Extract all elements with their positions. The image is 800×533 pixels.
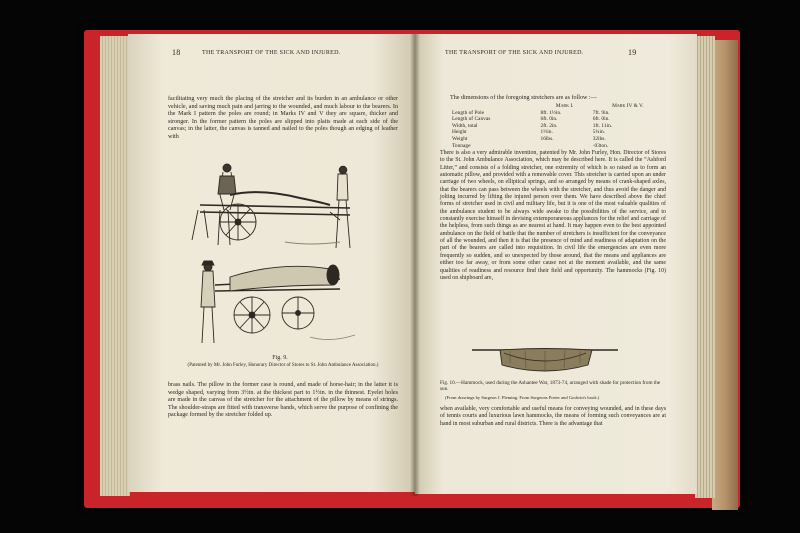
table-row [450, 136, 665, 143]
page-edges-right [695, 36, 715, 498]
figure-9-caption: (Patented by Mr. John Furley, Honorary Director of Stores to St. John Ambulance Association.) [187, 363, 379, 368]
table-cell: 2ft. 2in. [540, 122, 558, 129]
table-cell: 5¼in. [592, 129, 605, 136]
figure-10-caption: Fig. 10.—Hammock, used during the Ashantee War, 1873-74, arranged with shade for protection from the sun. [440, 380, 661, 392]
table-cell: Weight [452, 135, 468, 142]
right-page-intro: The dimensions of the foregoing stretchers are as follow :— [450, 95, 597, 101]
page-edges-left [100, 36, 130, 496]
left-page-running-head: THE TRANSPORT OF THE SICK AND INJURED. [202, 50, 341, 56]
book-spine-edge [712, 40, 738, 510]
table-row [450, 129, 665, 136]
table-cell: Width, total [452, 122, 478, 129]
table-row [450, 143, 665, 150]
right-paragraph-main: There is also a very admirable invention, patented by Mr. John Furley, Hon. Director of Stores to the St. John Ambulance Association, which may be described here. It is called the “Ashford Litter,” and consists of a folding stretcher, one extremity of which is so raised as to form an automatic pillow, and provided with a removable cover. This stretcher is carried upon an under carriage of two wheels, on elliptical springs, and so arranged by means of crank-shaped axles, that the bearers can pass between the wheels with the stretcher, and thus avoid the danger and jolting incurred by lifting the injured person over them. We have described above the chief forms of stretcher used in civil and military life, but it is one of the most valuable qualities of the ambulance student to be always wide awake to the possibilities of the service, and to constantly exercise himself in devising extemporaneous appliances for the relief and carriage of the helpless, from such things as are nearest at hand. It may happen even to the best appointed ambulance on the field of battle that the number of stretchers is insufficient for the conveyance of all the wounded, and then it is that the presence of mind and readiness of adaptation on the part of the bearers are called into requisition. In civil life the emergencies are even more frequently so sudden, and so unexpected by those around, that the means and appliances are either too far away, or from some other cause not at the moment available, and the same qualities of readiness and resource find their field and opportunity. The hammocks (Fig. 10) used on shipboard are, [440, 150, 666, 281]
table-header-cell [450, 103, 539, 110]
table-cell: Tonnage [452, 142, 471, 149]
table-cell: Length of Pole [452, 109, 485, 116]
table-cell: 6ft. 0in. [592, 116, 610, 123]
table-row [450, 116, 665, 123]
right-page-text-main [440, 150, 666, 282]
table-cell: Height [452, 129, 467, 136]
right-paragraph-bottom: when available, very comfortable and useful means for conveying wounded, and in these days of tennis courts and luxurious lawn hammocks, the means of forming such conveyances are at hand in most suburban and rural districts. There is the advantage that [440, 406, 666, 427]
figure-9-label: Fig. 9. [272, 355, 288, 361]
left-page-text-top [168, 96, 398, 142]
left-paragraph-bottom: brass nails. The pillow in the former case is round, and made of horse-hair; in the latter it is wedge shaped, varying from 3½in. at the thickest part to 1½in. in the thinnest. Eyelet holes are made in the canvas of the stretcher for the attachment of the pillow by means of strings. The shoulder-straps are fitted with transverse bands, which serve the purpose of confining the package formed by the stretcher folded up. [168, 382, 398, 419]
table-cell: 8ft. 1½in. [540, 109, 562, 116]
table-header-cell: Mark IV & V. [612, 103, 644, 109]
stretcher-dimensions-table [450, 103, 665, 149]
table-cell: 6ft. 0in. [540, 116, 558, 123]
table-row [450, 123, 665, 130]
book-gutter [410, 34, 420, 496]
right-page-text-bottom [440, 406, 666, 428]
left-page-number: 18 [172, 48, 181, 57]
table-header-cell: Mark I. [555, 103, 574, 109]
table-header-row [450, 103, 665, 110]
table-cell: ·03ton. [592, 142, 609, 149]
upper-stretcher-drawing [192, 164, 350, 248]
table-cell: 7ft. 9in. [592, 109, 610, 116]
left-paragraph-top: facilitating very much the placing of the stretcher and its burden in an ambulance or other vehicle, and saving much pain and jarring to the wounded, and much labour to the bearers. In the Mark I pattern the poles are round; in Marks IV and V they are square, thicker and stronger. In the former pattern the poles are slipped into plaits made at each side of the canvas; in the latter, the canvas is tanned and nailed to the poles though an edging of leather with [168, 96, 398, 140]
table-cell: 1½in. [540, 129, 553, 136]
table-cell [539, 143, 591, 150]
figure-10-credit: (From drawings by Surgeon J. Fleming. From Surgeons Porter and Godwin's book.) [445, 395, 600, 400]
right-page-running-head: THE TRANSPORT OF THE SICK AND INJURED. [445, 50, 584, 56]
table-cell: 32lbs. [592, 135, 606, 142]
table-cell: 1ft. 11in. [592, 122, 613, 129]
figure-9-illustration [190, 150, 370, 355]
left-page-text-bottom [168, 382, 398, 420]
right-page-number: 19 [628, 48, 637, 57]
figure-10-hammock-illustration [470, 343, 620, 377]
table-cell: Length of Canvas [452, 116, 491, 123]
lower-litter-drawing [201, 261, 355, 343]
table-cell: 16lbs. [540, 135, 554, 142]
